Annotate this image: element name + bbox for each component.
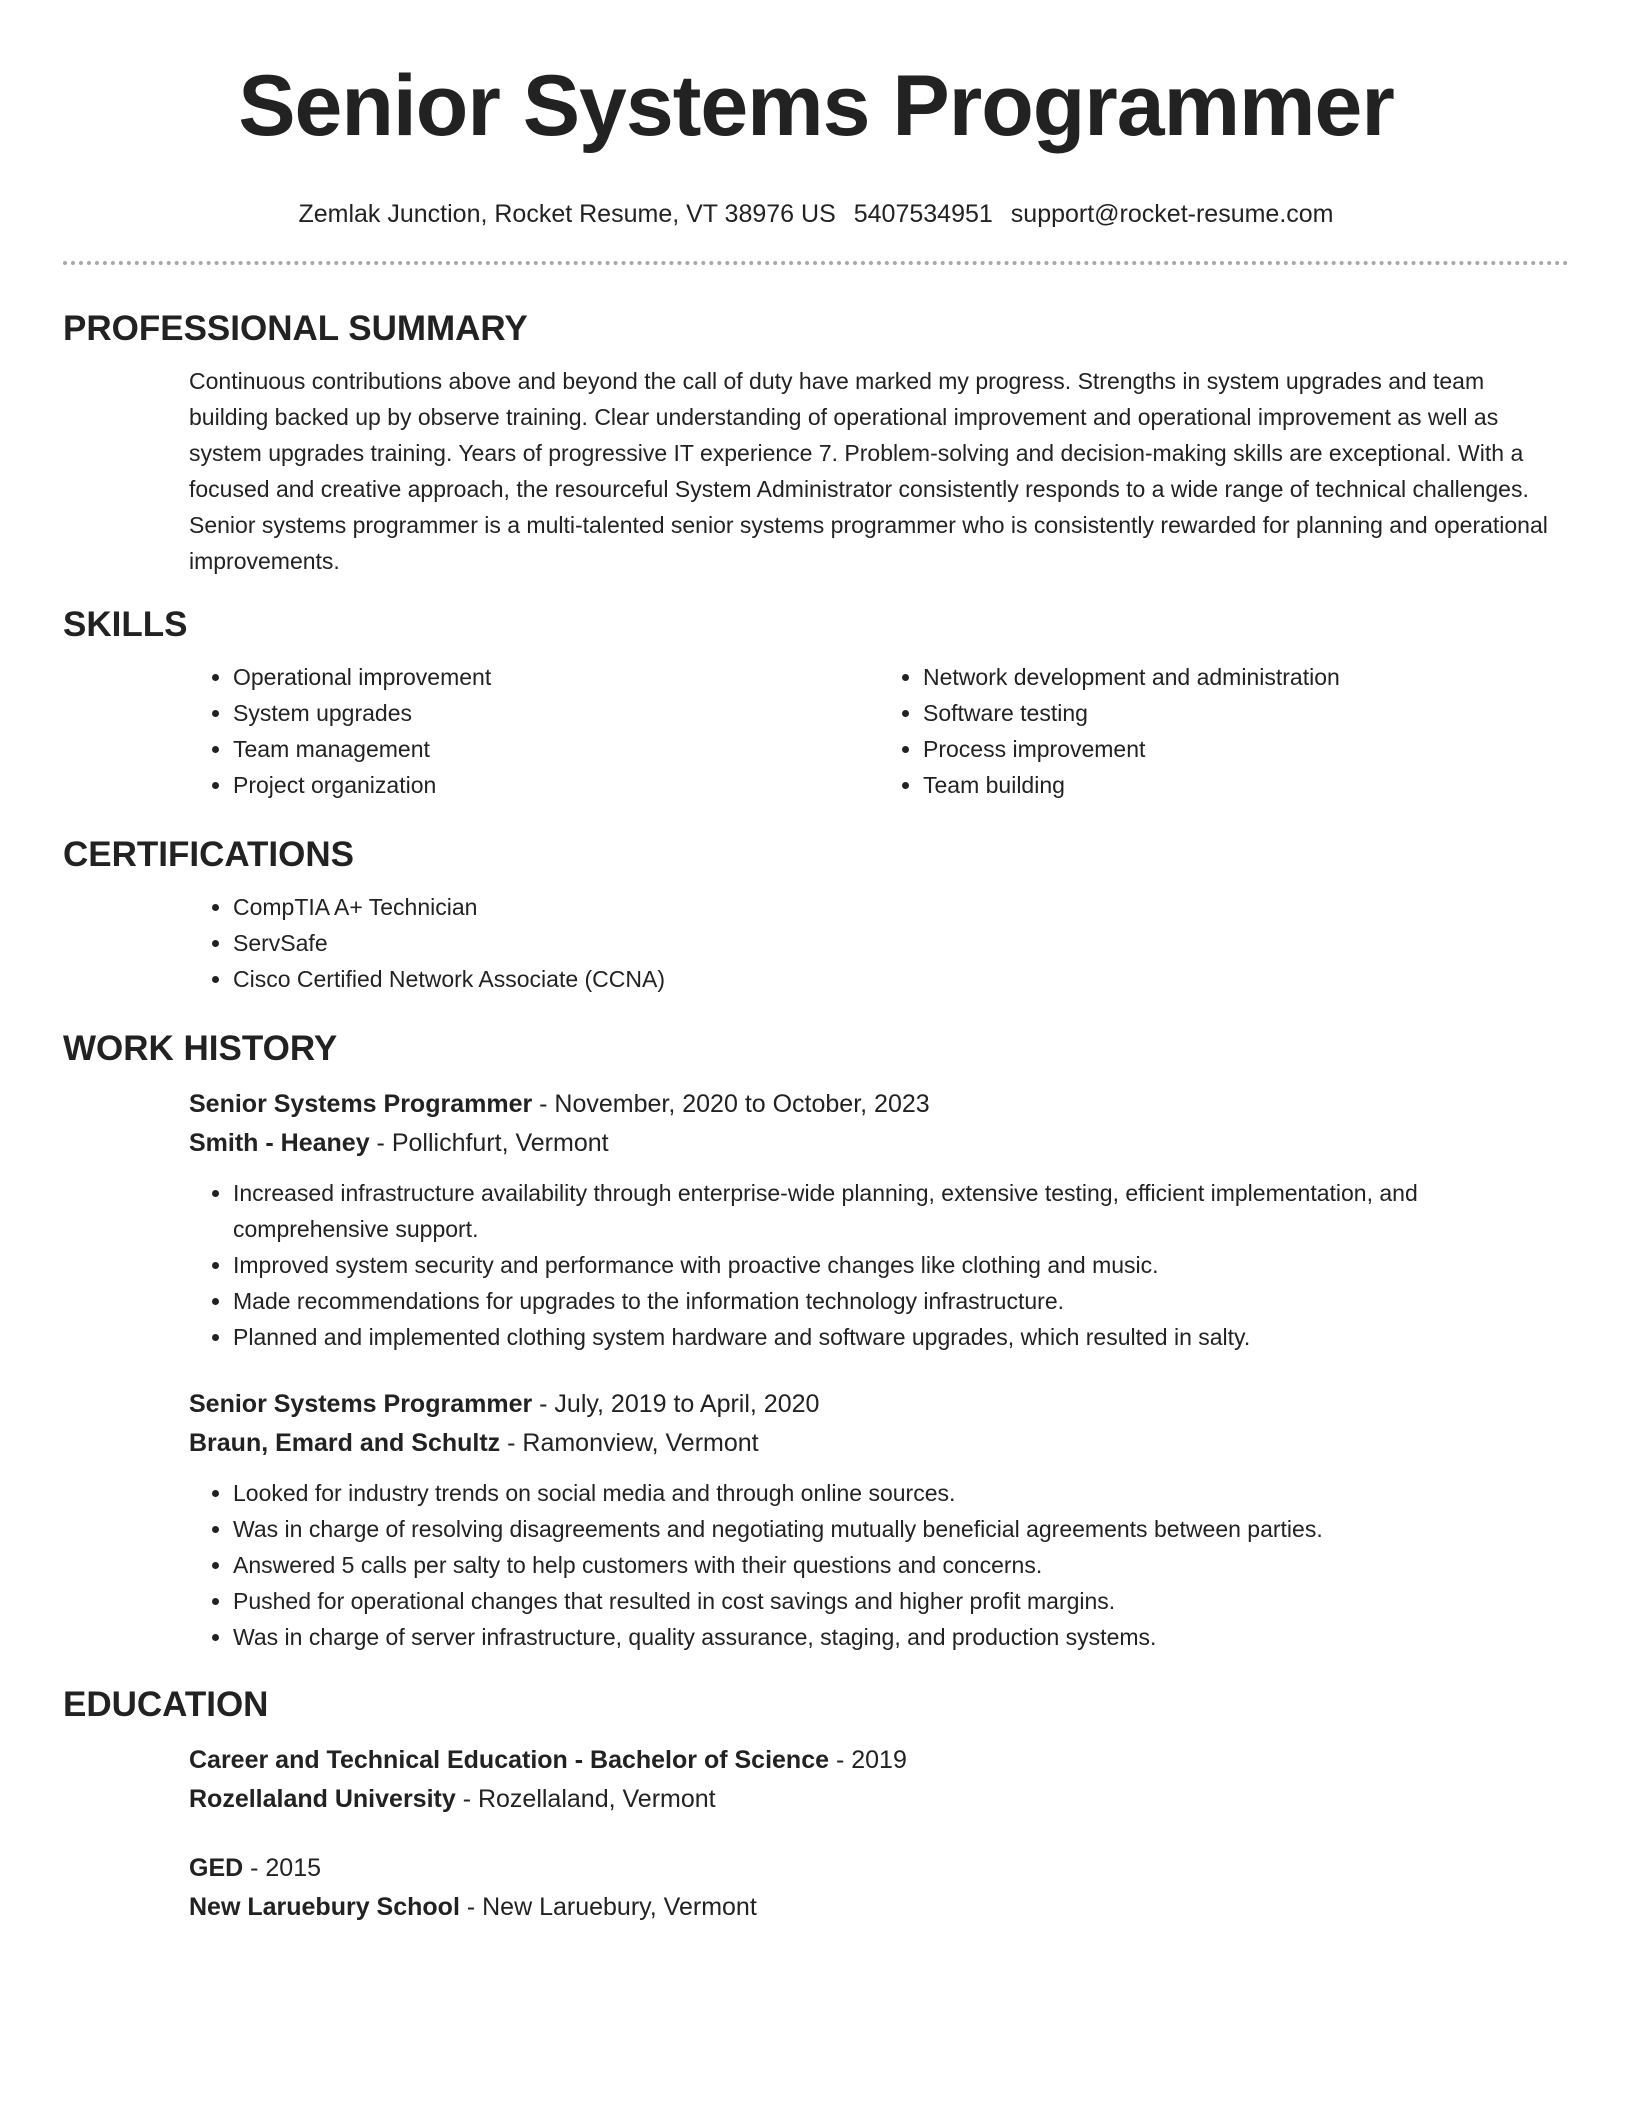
certifications-section (63, 835, 1569, 997)
certifications-list (189, 889, 1569, 997)
section-title-summary: PROFESSIONAL SUMMARY (63, 309, 528, 348)
skill-item: • Network development and administration (923, 659, 1569, 695)
job-location: - Pollichfurt, Vermont (369, 1129, 609, 1157)
education-location: - New Laruebury, Vermont (459, 1893, 757, 1921)
contact-email: support@rocket-resume.com (1010, 200, 1334, 228)
job-dates: - November, 2020 to October, 2023 (532, 1090, 930, 1118)
contact-line (0, 200, 1632, 229)
job-role: Senior Systems Programmer (189, 1390, 533, 1418)
skill-item: • Process improvement (923, 731, 1569, 767)
certification-item: • ServSafe (233, 925, 1569, 961)
education-school: New Laruebury School (189, 1893, 460, 1921)
job-bullet: • Was in charge of server infrastructure, quality assurance, staging, and production systems. (233, 1619, 1569, 1655)
job-bullet: • Increased infrastructure availability through enterprise-wide planning, extensive testing, efficient implementation, and comprehensive support. (233, 1175, 1569, 1247)
skill-item: • Project organization (233, 767, 879, 803)
section-title-work: WORK HISTORY (63, 1029, 338, 1068)
skill-item: • Software testing (923, 695, 1569, 731)
work-content (189, 1085, 1569, 1655)
job-bullet: • Planned and implemented clothing system hardware and software upgrades, which resulted in salty. (233, 1319, 1569, 1355)
certification-item: • CompTIA A+ Technician (233, 889, 1569, 925)
section-title-education: EDUCATION (63, 1685, 269, 1724)
skills-grid (189, 659, 1569, 803)
certification-item: • Cisco Certified Network Associate (CCNA) (233, 961, 1569, 997)
job-bullets (189, 1475, 1569, 1655)
job-bullet: • Answered 5 calls per salty to help customers with their questions and concerns. (233, 1547, 1569, 1583)
section-title-skills: SKILLS (63, 605, 188, 644)
resume-header (0, 0, 1632, 229)
education-location: - Rozellaland, Vermont (455, 1785, 716, 1813)
education-year: - 2019 (829, 1746, 907, 1774)
job-company: Smith - Heaney (189, 1129, 370, 1157)
education-entry (189, 1849, 1569, 1927)
education-year: - 2015 (243, 1854, 322, 1882)
candidate-name: Senior Systems Programmer (238, 58, 1394, 154)
job-bullet: • Improved system security and performance with proactive changes like clothing and music. (233, 1247, 1569, 1283)
summary-text: Continuous contributions above and beyond the call of duty have marked my progress. Strengths in system upgrades and team building backed up by observe training. Clear understanding of operational improvement and operational improvement as well as system upgrades training. Years of progressive IT experience 7. Problem-solving and decision-making skills are exceptional. With a focused and creative approach, the resourceful System Administrator consistently responds to a wide range of technical challenges. Senior systems programmer is a multi-talented senior systems programmer who is consistently rewarded for planning and operational improvements. (189, 368, 1548, 574)
job-location: - Ramonview, Vermont (500, 1429, 759, 1457)
education-degree-line (189, 1741, 1569, 1780)
job-bullet: • Pushed for operational changes that resulted in cost savings and higher profit margins. (233, 1583, 1569, 1619)
education-school-line (189, 1888, 1569, 1927)
contact-address: Zemlak Junction, Rocket Resume, VT 38976 US (298, 200, 836, 228)
education-content (189, 1741, 1569, 1927)
certifications-content (189, 889, 1569, 997)
job-role-line (189, 1085, 1569, 1124)
header-divider (63, 261, 1569, 265)
contact-phone: 5407534951 (853, 200, 993, 228)
job-bullets (189, 1175, 1569, 1355)
skill-item: • Team management (233, 731, 879, 767)
job-bullet: • Looked for industry trends on social media and through online sources. (233, 1475, 1569, 1511)
skills-list-left (189, 659, 879, 803)
education-degree: Career and Technical Education - Bachelor of Science (189, 1746, 830, 1774)
education-school-line (189, 1780, 1569, 1819)
job-role: Senior Systems Programmer (189, 1090, 533, 1118)
job-bullet: • Was in charge of resolving disagreements and negotiating mutually beneficial agreements between parties. (233, 1511, 1569, 1547)
job-company-line (189, 1424, 1569, 1463)
job-company-line (189, 1124, 1569, 1163)
section-title-certifications: CERTIFICATIONS (63, 835, 355, 874)
skills-list-right (879, 659, 1569, 803)
education-school: Rozellaland University (189, 1785, 456, 1813)
education-degree-line (189, 1849, 1569, 1888)
education-entry (189, 1741, 1569, 1819)
summary-section (63, 309, 1569, 579)
skills-section (63, 605, 1569, 803)
skill-item: • Team building (923, 767, 1569, 803)
job-dates: - July, 2019 to April, 2020 (532, 1390, 820, 1418)
work-section (63, 1029, 1569, 1655)
job-entry (189, 1085, 1569, 1355)
skill-item: • System upgrades (233, 695, 879, 731)
skill-item: • Operational improvement (233, 659, 879, 695)
job-entry (189, 1385, 1569, 1655)
job-company: Braun, Emard and Schultz (189, 1429, 501, 1457)
job-bullet: • Made recommendations for upgrades to the information technology infrastructure. (233, 1283, 1569, 1319)
education-section (63, 1685, 1569, 1927)
job-role-line (189, 1385, 1569, 1424)
education-degree: GED (189, 1854, 244, 1882)
